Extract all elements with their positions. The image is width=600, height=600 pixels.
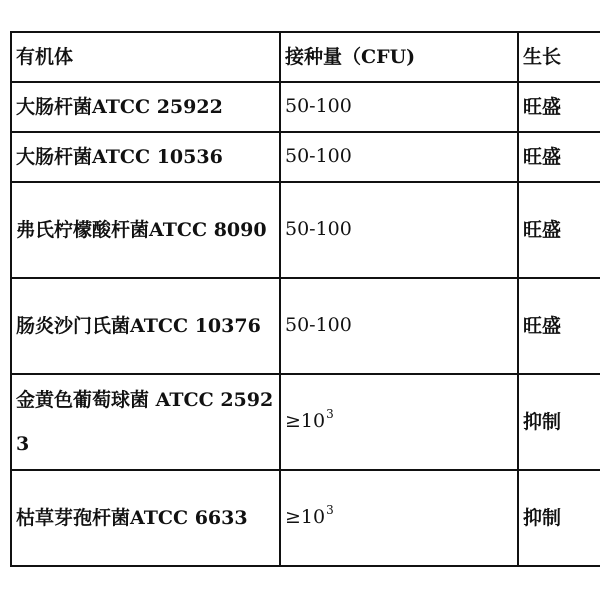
table-row (11, 132, 600, 182)
organism-cell: 肠炎沙门氏菌ATCC 10376 (11, 278, 280, 374)
table-row (11, 278, 600, 374)
header-growth: 生长 (518, 32, 600, 82)
inoculum-exponent: 3 (326, 503, 334, 517)
inoculum-value: 50-100 (285, 314, 352, 336)
organism-cell: 大肠杆菌ATCC 25922 (11, 82, 280, 132)
inoculum-cell (280, 82, 518, 132)
inoculum-value: 50-100 (285, 145, 352, 167)
organism-cell: 枯草芽孢杆菌ATCC 6633 (11, 470, 280, 566)
table-header-row (11, 32, 600, 82)
header-inoculum: 接种量（CFU) (280, 32, 518, 82)
inoculum-value: 50-100 (285, 218, 352, 240)
organism-cell: 弗氏柠檬酸杆菌ATCC 8090 (11, 182, 280, 278)
organism-cell: 大肠杆菌ATCC 10536 (11, 132, 280, 182)
organism-cell: 金黄色葡萄球菌 ATCC 25923 (11, 374, 280, 470)
growth-cell: 旺盛 (518, 82, 600, 132)
inoculum-exponent: 3 (326, 407, 334, 421)
table-row (11, 470, 600, 566)
inoculum-cell (280, 132, 518, 182)
inoculum-cell (280, 470, 518, 566)
growth-cell: 抑制 (518, 470, 600, 566)
table-row (11, 374, 600, 470)
growth-cell: 抑制 (518, 374, 600, 470)
culture-growth-table (10, 31, 600, 567)
inoculum-cell (280, 278, 518, 374)
growth-cell: 旺盛 (518, 278, 600, 374)
growth-cell: 旺盛 (518, 132, 600, 182)
growth-cell: 旺盛 (518, 182, 600, 278)
inoculum-cell (280, 374, 518, 470)
table-row (11, 82, 600, 132)
inoculum-value: ≥10 (285, 410, 326, 432)
inoculum-value: 50-100 (285, 95, 352, 117)
inoculum-cell (280, 182, 518, 278)
table-row (11, 182, 600, 278)
header-organism: 有机体 (11, 32, 280, 82)
inoculum-value: ≥10 (285, 506, 326, 528)
